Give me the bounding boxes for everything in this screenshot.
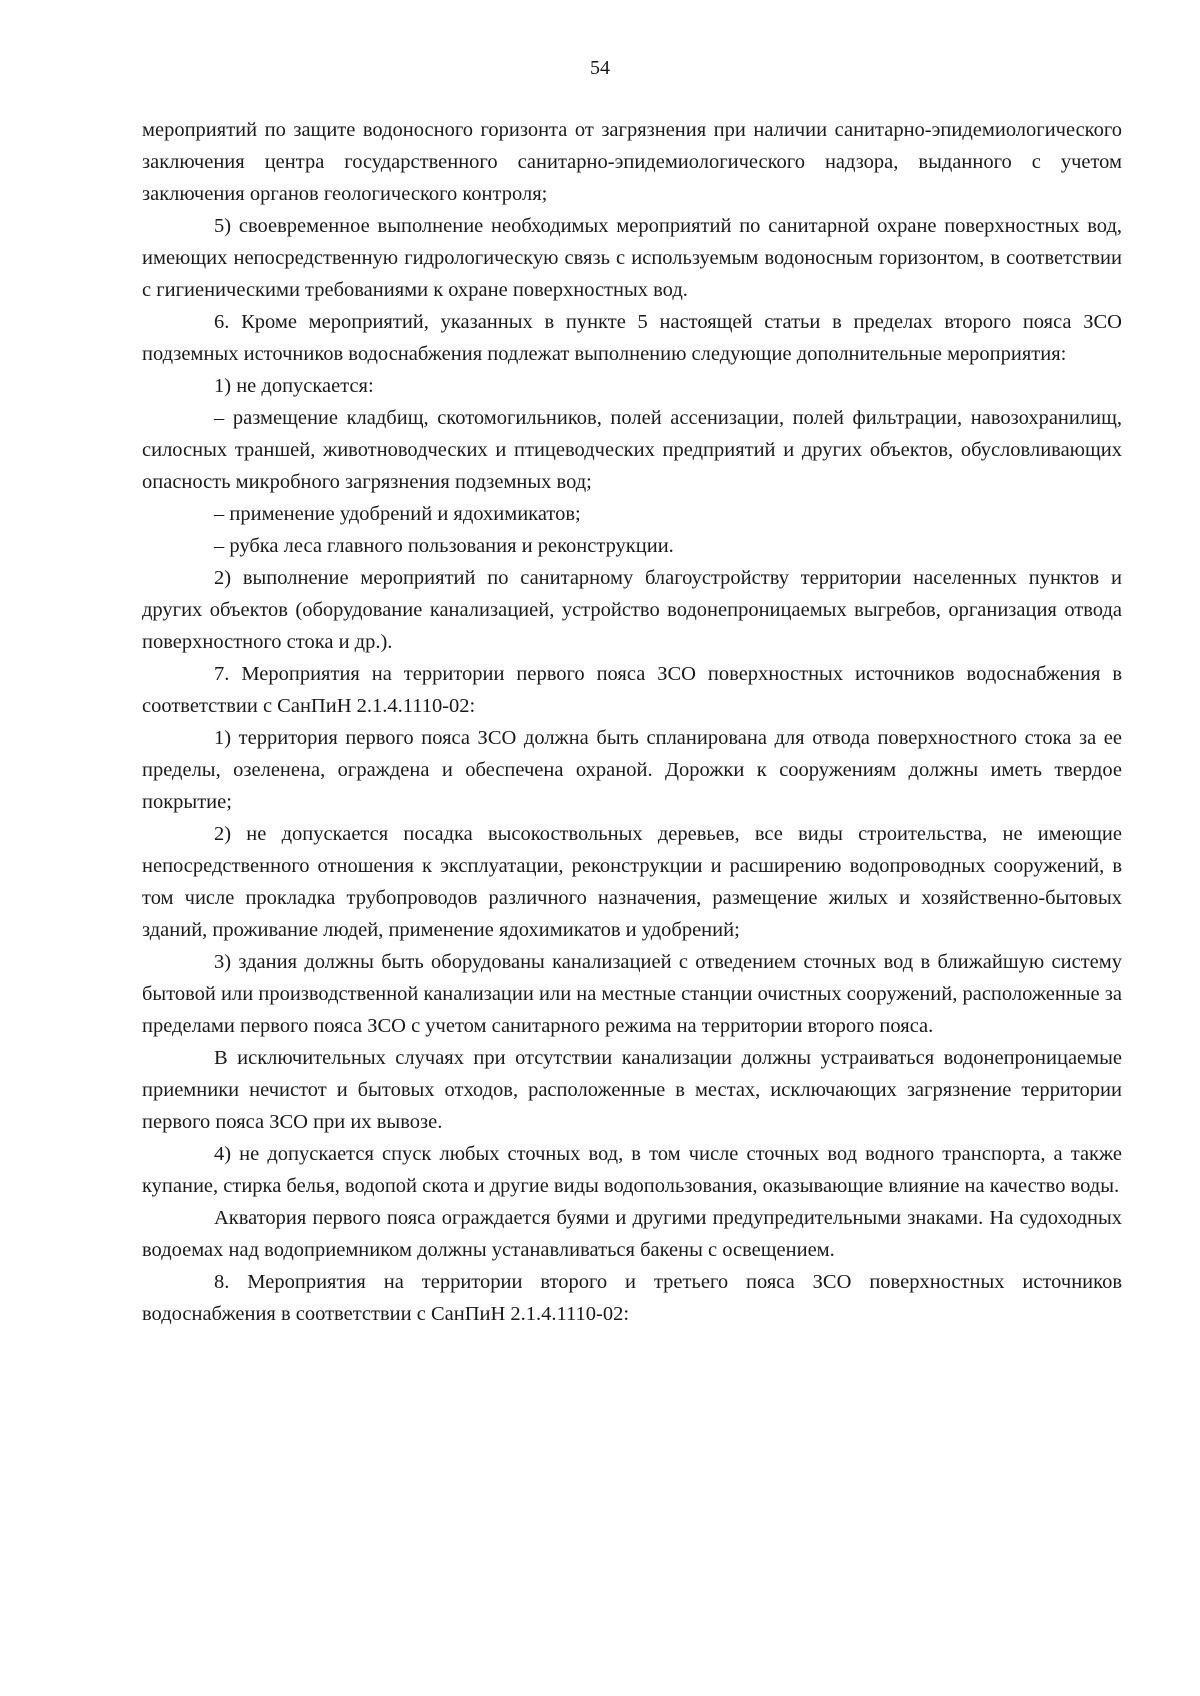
paragraph: 4) не допускается спуск любых сточных вод, в том числе сточных вод водного транспорта, а также купание, стирка белья, водопой скота и другие виды водопользования, оказывающие влияние на качество воды. [142, 1143, 1122, 1197]
paragraph: 7. Мероприятия на территории первого пояса ЗСО поверхностных источников водоснабжения в соответствии с СанПиН 2.1.4.1110-02: [142, 663, 1122, 717]
paragraph: 2) выполнение мероприятий по санитарному благоустройству территории населенных пунктов и других объектов (оборудование канализацией, устройство водонепроницаемых выгребов, организация отвода поверхностного стока и др.). [142, 567, 1122, 653]
paragraph: 5) своевременное выполнение необходимых мероприятий по санитарной охране поверхностных вод, имеющих непосредственную гидрологическую связь с используемым водоносным горизонтом, в соответствии с гигиеническими требованиями к охране поверхностных вод. [142, 215, 1122, 301]
paragraph: В исключительных случаях при отсутствии канализации должны устраиваться водонепроницаемые приемники нечистот и бытовых отходов, расположенные в местах, исключающих загрязнение территории первого пояса ЗСО при их вывозе. [142, 1047, 1122, 1133]
paragraph: 8. Мероприятия на территории второго и третьего пояса ЗСО поверхностных источников водоснабжения в соответствии с СанПиН 2.1.4.1110-02: [142, 1271, 1122, 1325]
paragraph: 6. Кроме мероприятий, указанных в пункте 5 настоящей статьи в пределах второго пояса ЗСО подземных источников водоснабжения подлежат выполнению следующие дополнительные мероприятия: [142, 311, 1122, 365]
paragraph: 3) здания должны быть оборудованы канализацией с отведением сточных вод в ближайшую систему бытовой или производственной канализации или на местные станции очистных сооружений, расположенные за пределами первого пояса ЗСО с учетом санитарного режима на территории второго пояса. [142, 951, 1122, 1037]
paragraph: 2) не допускается посадка высокоствольных деревьев, все виды строительства, не имеющие непосредственного отношения к эксплуатации, реконструкции и расширению водопроводных сооружений, в том числе прокладка трубопроводов различного назначения, размещение жилых и хозяйственно-бытовых зданий, проживание людей, применение ядохимикатов и удобрений; [142, 823, 1122, 941]
page-number: 54 [590, 57, 610, 79]
document-body [142, 114, 1122, 1330]
paragraph: Акватория первого пояса ограждается буями и другими предупредительными знаками. На судоходных водоемах над водоприемником должны устанавливаться бакены с освещением. [142, 1207, 1122, 1261]
paragraph: 1) не допускается: [214, 375, 374, 397]
paragraph: – применение удобрений и ядохимикатов; [214, 503, 581, 525]
paragraph: – размещение кладбищ, скотомогильников, полей ассенизации, полей фильтрации, навозохранилищ, силосных траншей, животноводческих и птицеводческих предприятий и других объектов, обусловливающих опасность микробного загрязнения подземных вод; [142, 407, 1122, 493]
paragraph: 1) территория первого пояса ЗСО должна быть спланирована для отвода поверхностного стока за ее пределы, озеленена, ограждена и обеспечена охраной. Дорожки к сооружениям должны иметь твердое покрытие; [142, 727, 1122, 813]
paragraph: мероприятий по защите водоносного горизонта от загрязнения при наличии санитарно-эпидемиологического заключения центра государственного санитарно-эпидемиологического надзора, выданного с учетом заключения органов геологического контроля; [142, 119, 1122, 205]
paragraph: – рубка леса главного пользования и реконструкции. [214, 535, 674, 557]
